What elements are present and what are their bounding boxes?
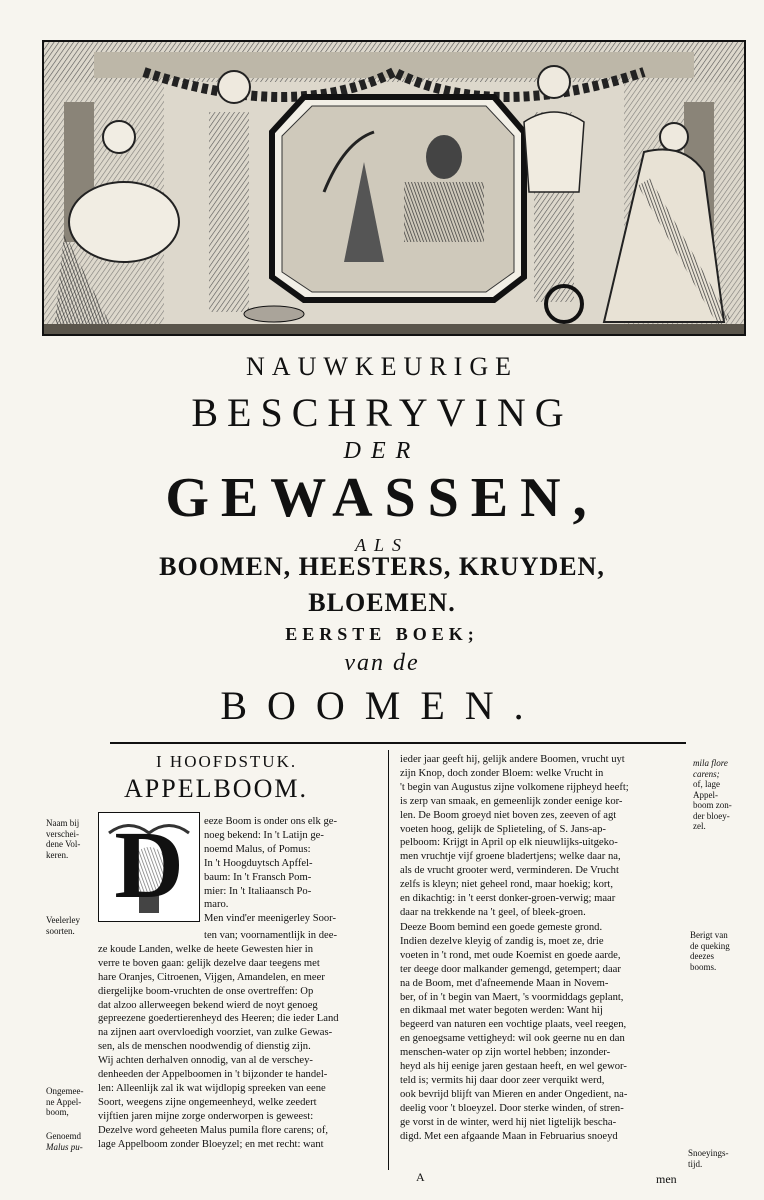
initial-letter: D: [114, 812, 184, 918]
text-line: baum: In 't Fransch Pom-: [204, 871, 312, 883]
text-line: In 't Hoogduytsch Apffel-: [204, 857, 313, 869]
margin-note-right: [693, 758, 732, 832]
note-line: of, lage: [693, 779, 720, 789]
engraving-drawing: [44, 42, 744, 334]
chapter-number: I HOOFDSTUK.: [156, 752, 298, 771]
text-line: len: Alleenlijk zal ik wat wijdlopig spreeken van eene: [98, 1082, 326, 1094]
text-line: ber, of in 't begin van Maert, 's voormiddags geplant,: [400, 991, 624, 1003]
note-line: carens;: [693, 768, 720, 779]
note-line: ne Appel-: [46, 1096, 82, 1107]
text-line: noemd Malus, of Pomus:: [204, 843, 311, 855]
text-line: Dezelve word geheeten Malus pumila flore carens; of,: [98, 1124, 329, 1136]
title-line-2: BESCHRYVING: [191, 390, 573, 435]
text-line: mier: In 't Italiaansch Po-: [204, 885, 312, 897]
right-text-block-1: [400, 753, 629, 920]
text-line: Deeze Boom bemind een goede gemeste grond.: [400, 922, 603, 933]
text-line: Wij achten derhalven onnodig, van al de verschey-: [98, 1055, 313, 1067]
decorated-initial: [98, 812, 200, 922]
title-line-4: GEWASSEN,: [165, 467, 599, 529]
chapter-title: APPELBOOM.: [124, 774, 308, 803]
catchword: men: [656, 1172, 677, 1186]
margin-note-left: [46, 1131, 83, 1152]
text-line: ze koude Landen, welke de heete Gewesten hier in: [98, 943, 314, 955]
text-line: daar na trekkende na 't geel, of bleek-groen.: [400, 906, 586, 918]
text-line: en genoegsame vettigheyd: wil ook geerne nu en dan: [400, 1033, 625, 1045]
note-line: boom,: [46, 1107, 69, 1117]
note-line: deezes: [690, 951, 714, 961]
note-line: Genoemd: [46, 1131, 81, 1141]
title-line-10: BOOMEN.: [220, 683, 544, 728]
text-line: ter deege door malkander gemengd, getempert; daar: [400, 963, 621, 975]
note-line: booms.: [690, 961, 717, 972]
text-line: men vruchtje vijf groene bladertjens; welke daar na,: [400, 851, 621, 863]
title-line-9: van de: [344, 650, 420, 676]
text-line: Indien dezelve kleyig of zandig is, moet ze, drie: [400, 935, 604, 947]
note-line: Snoeyings-: [688, 1148, 729, 1158]
text-line: menschen-water op zijn wortel hebben; inzonder-: [400, 1047, 611, 1059]
text-line: begeerd van naturen een vochtige plaats, veel reegen,: [400, 1019, 627, 1031]
text-line: zelfs is kleyn; niet geheel rond, maar hoekig; kort,: [400, 879, 613, 891]
note-line: dene Vol-: [46, 839, 81, 849]
text-line: gepreezene goedertierenheyd des Heeren; die ieder Land: [98, 1013, 339, 1025]
text-line: als de vrucht grooter werd, verminderen. De Vrucht: [400, 865, 619, 877]
note-line: zel.: [693, 821, 706, 831]
margin-note-left: [46, 1086, 83, 1118]
right-text-block-2: [400, 921, 627, 1144]
text-line: maro.: [204, 899, 229, 911]
margin-note-right: [690, 930, 730, 972]
engraved-header-illustration: [42, 40, 746, 336]
text-line: Soort, weegens zijne ongemeenheyd, welke zeedert: [98, 1096, 317, 1108]
title-line-3: DER: [343, 438, 421, 464]
title-line-7: BLOEMEN.: [308, 588, 456, 617]
text-line: deelig voor 't bloeyzel. Door sterke winden, of stren-: [400, 1102, 624, 1114]
text-line: diergelijke boom-vruchten de onse overtreffen: Op: [98, 985, 314, 997]
text-line: digd. Met een afgaande Maan in Februarius snoeyd: [400, 1130, 618, 1142]
margin-note-right: [688, 1148, 729, 1169]
text-line: verre te boven gaan: gelijk dezelve daar teegens met: [98, 957, 320, 969]
title-line-6: BOOMEN, HEESTERS, KRUYDEN,: [159, 552, 605, 581]
text-line: na de Boom, met d'afneemende Maan in Novem-: [400, 977, 609, 989]
note-line: tijd.: [688, 1158, 703, 1169]
text-line: ten van; voornamentlijk in dee-: [204, 930, 337, 941]
note-line: Malus pu-: [46, 1141, 83, 1152]
note-line: soorten.: [46, 925, 75, 936]
left-text-beside-initial: [204, 815, 337, 926]
note-line: Naam bij: [46, 818, 80, 828]
note-line: mila flore: [693, 758, 728, 768]
text-line: len. De Boom groeyd niet boven zes, zeeven of agt: [400, 809, 617, 821]
note-line: Berigt van: [690, 930, 728, 940]
margin-note-left: [46, 818, 80, 860]
text-line: voeten hoog, gelijk de Splieteling, of S. Jans-ap-: [400, 823, 606, 835]
note-line: Appel-: [693, 789, 718, 800]
note-line: keren.: [46, 849, 69, 860]
text-line: dat alzoo allerweegen bekend wierd de noyt genoeg: [98, 999, 318, 1011]
note-line: verschei-: [46, 828, 79, 839]
column-divider: [388, 750, 389, 1170]
horizontal-rule: [110, 742, 686, 744]
note-line: Ongemee-: [46, 1086, 84, 1096]
text-line: zijn Knop, doch zonder Bloem: welke Vrucht in: [400, 767, 604, 779]
text-line: ge vorst in de winter, werd hij niet ligtelijk bescha-: [400, 1116, 617, 1128]
text-line: na zijnen aart overvloedigh voorziet, van zulke Gewas-: [98, 1027, 333, 1039]
signature-mark: A: [416, 1170, 425, 1184]
note-line: boom zon-: [693, 800, 732, 810]
text-line: denheeden der Appelboomen in 't bijzonder te handel-: [98, 1069, 328, 1081]
text-line: Men vind'er meenigerley Soor-: [204, 913, 337, 925]
margin-note-left: [46, 915, 80, 936]
note-line: der bloey-: [693, 810, 730, 821]
text-line: hare Oranjes, Citroenen, Vijgen, Amandelen, en meer: [98, 971, 325, 983]
text-line: heyd als hij eenige jaren gestaan heeft, en wel gewor-: [400, 1061, 627, 1073]
title-line-8: EERSTE BOEK;: [285, 624, 479, 644]
text-line: en dikachtig: in 't eerst donker-groen-verwig; maar: [400, 893, 616, 905]
text-line: is zerp van smaak, en gemeenlijk zonder eenige kor-: [400, 795, 623, 807]
text-line: 't begin van Augustus zijne volkomene rijpheyd heeft;: [400, 781, 629, 793]
text-line: teld is; vermits hij daar door zeer verquikt werd,: [400, 1074, 605, 1086]
text-line: en dikmaal met water begoten werden: Want hij: [400, 1005, 603, 1017]
text-line: sen, als de menschen noodwendig of dienstig zijn.: [98, 1041, 311, 1053]
text-line: noeg bekend: In 't Latijn ge-: [204, 829, 324, 841]
left-text-full-width: [98, 929, 339, 1152]
note-line: de queking: [690, 940, 730, 951]
text-line: ook bevrijd blijft van Mieren en ander Ongedient, na-: [400, 1088, 628, 1100]
note-line: Veelerley: [46, 915, 80, 925]
text-line: lage Appelboom zonder Bloeyzel; en met recht: want: [98, 1138, 324, 1150]
title-line-5: ALS: [354, 535, 409, 555]
text-line: vijftien jaren mijne zorge onderworpen is geweest:: [98, 1110, 314, 1122]
title-line-1: NAUWKEURIGE: [246, 352, 518, 381]
text-line: ieder jaar geeft hij, gelijk andere Boomen, vrucht uyt: [400, 754, 625, 765]
text-line: eeze Boom is onder ons elk ge-: [204, 816, 337, 827]
text-line: pelboom: Krijgt in April op elk nieuwlijks-uitgeko-: [400, 837, 618, 849]
text-line: voeten in 't rond, met oude Koemist en goede aarde,: [400, 949, 621, 961]
